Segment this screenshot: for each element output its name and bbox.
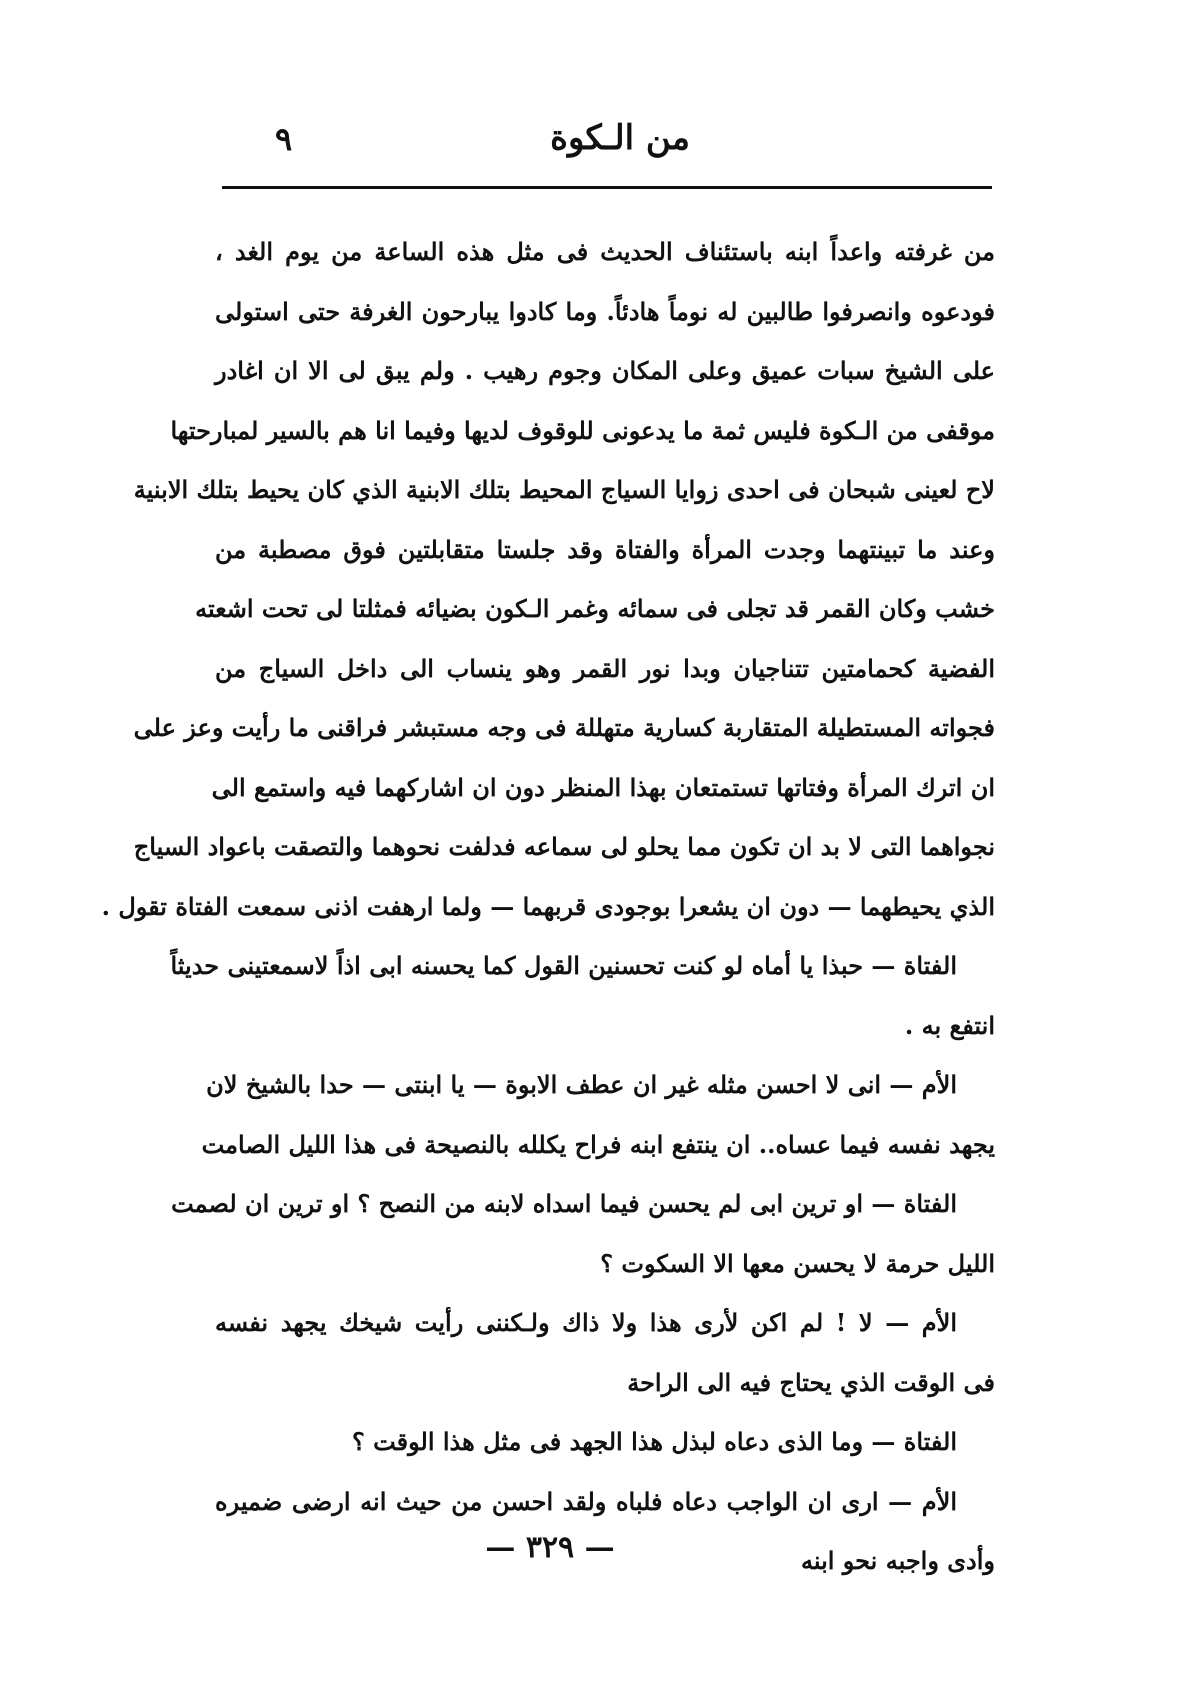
text-line: الذي يحيطهما — دون ان يشعرا بوجودى قربهما — ولما ارهفت اذنى سمعت الفتاة تقول . xyxy=(101,891,995,921)
dialogue-line: الأم — انى لا احسن مثله غير ان عطف الابوة — يا ابنتى — حدا بالشيخ لان xyxy=(206,1070,957,1099)
chapter-page-number: ٩ xyxy=(275,120,293,158)
text-line: على الشيخ سبات عميق وعلى المكان وجوم رهيب . ولم يبق لى الا ان اغادر xyxy=(215,356,995,385)
text-line: من غرفته واعداً ابنه باستئناف الحديث فى مثل هذه الساعة من يوم الغد ، xyxy=(215,237,995,266)
dialogue-line: الأم — لا ! لم اكن لأرى هذا ولا ذاك ولـكننى رأيت شيخك يجهد نفسه xyxy=(215,1308,957,1337)
text-line: نجواهما التى لا بد ان تكون مما يحلو لى سماعه فدلفت نحوهما والتصقت باعواد السياج xyxy=(133,832,995,861)
text-line: وعند ما تبينتهما وجدت المرأة والفتاة وقد جلستا متقابلتين فوق مصطبة من xyxy=(215,534,995,564)
text-line: فجواته المستطيلة المتقاربة كسارية متهللة فى وجه مستبشر فراقنى ما رأيت وعز على xyxy=(133,713,995,742)
body-text xyxy=(101,222,995,1591)
running-title: من الـكوة xyxy=(550,118,690,158)
text-line: خشب وكان القمر قد تجلى فى سمائه وغمر الـكون بضيائه فمثلتا لى تحت اشعته xyxy=(195,594,995,623)
text-line: ان اترك المرأة وفتاتها تستمتعان بهذا المنظر دون ان اشاركهما فيه واستمع الى xyxy=(211,772,995,802)
dialogue-line: الفتاة — او ترين ابى لم يحسن فيما اسداه لابنه من النصح ؟ او ترين ان لصمت xyxy=(171,1189,957,1218)
text-line: فودعوه وانصرفوا طالبين له نوماً هادئاً. وما كادوا يبارحون الغرفة حتى استولى xyxy=(215,296,995,326)
text-line: لاح لعينى شبحان فى احدى زوايا السياج المحيط بتلك الابنية الذي كان يحيط بتلك الابنية xyxy=(133,475,995,504)
dialogue-line: الفتاة — وما الذى دعاه لبذل هذا الجهد فى مثل هذا الوقت ؟ xyxy=(351,1427,957,1456)
text-line: موقفى من الـكوة فليس ثمة ما يدعونى للوقوف لديها وفيما انا هم بالسير لمبارحتها xyxy=(170,415,995,445)
dialogue-continuation: يجهد نفسه فيما عساه.. ان ينتفع ابنه فراح يكلله بالنصيحة فى هذا الليل الصامت xyxy=(201,1129,995,1159)
header-rule xyxy=(222,186,992,189)
dialogue-line: الفتاة — حبذا يا أماه لو كنت تحسنين القول كما يحسنه ابى اذاً لاسمعتينى حديثاً xyxy=(170,951,957,980)
dialogue-continuation: الليل حرمة لا يحسن معها الا السكوت ؟ xyxy=(600,1248,995,1278)
dialogue-continuation: وأدى واجبه نحو ابنه xyxy=(800,1546,995,1575)
page-number-footer: — ٣٢٩ — xyxy=(485,1530,615,1565)
running-header xyxy=(225,118,990,168)
dialogue-continuation: فى الوقت الذي يحتاج فيه الى الراحة xyxy=(627,1367,995,1397)
dialogue-line: الأم — ارى ان الواجب دعاه فلباه ولقد احسن من حيث انه ارضى ضميره xyxy=(215,1486,957,1516)
text-line: الفضية كحمامتين تتناجيان وبدا نور القمر وهو ينساب الى داخل السياج من xyxy=(215,653,995,683)
dialogue-continuation: انتفع به . xyxy=(904,1010,995,1040)
